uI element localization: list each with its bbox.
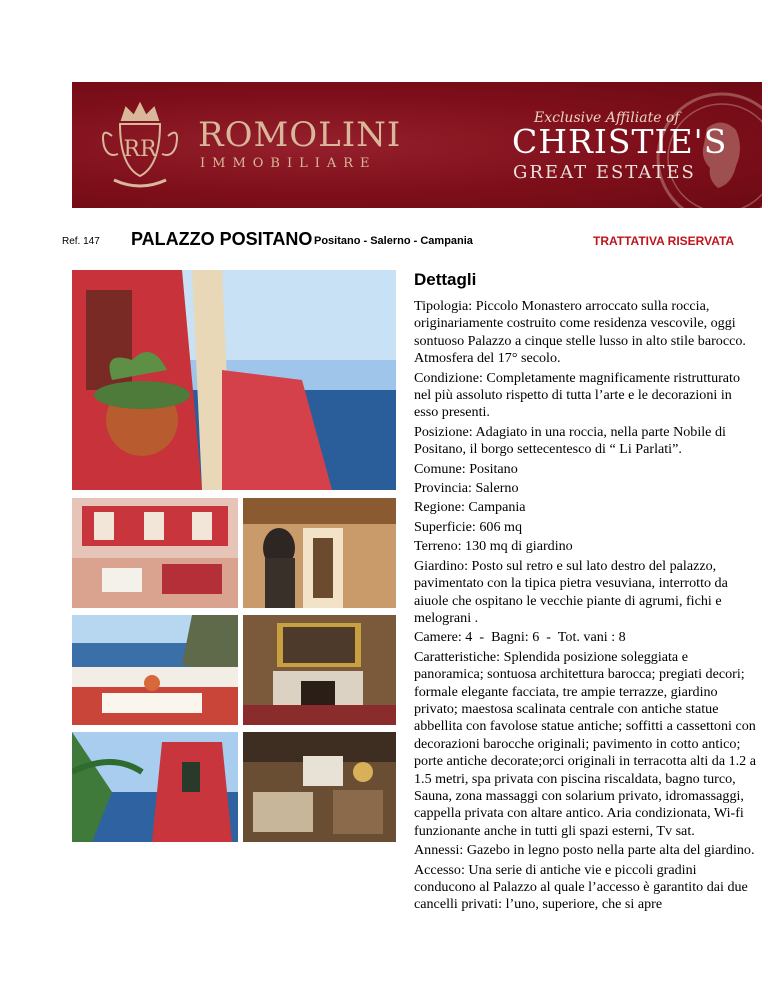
- great-estates-logo: GREAT ESTATES: [513, 162, 696, 183]
- romolini-crest-logo: [90, 96, 190, 196]
- detail-comune: Comune: Positano: [414, 460, 518, 477]
- detail-annessi: Annessi: Gazebo in legno posto nella parte alta del giardino.: [414, 842, 755, 859]
- photo-palm-sea-view: [72, 732, 238, 842]
- detail-terreno: Terreno: 130 mq di giardino: [414, 538, 573, 555]
- detail-accesso: Accesso: Una serie di antiche vie e piccoli gradini conducono al Palazzo al quale l’accesso è garantito dai due cancelli privati: l’uno, superiore, che si apre: [414, 861, 748, 913]
- details-heading: Dettagli: [414, 270, 477, 289]
- photo-spa-room: [243, 732, 396, 842]
- detail-caratteristiche: Caratteristiche: Splendida posizione soleggiata e panoramica; sontuosa architettura barocca; pregiati decori; formale elegante facciata, tre ampie terrazze, giardino privato; maestosa scalinata centrale con antiche statue abbellita con favolose statue antiche; soffitti a cassettoni con decorazioni barocche originali; pavimento in cotto antico; porte antiche decorate;orci originali in terracotta alti da 1.2 a 1.5 metri, spa privata con piscina riscaldata, bagno turco, Sauna, zona massaggi con solarium privato, idromassaggi, cappella privata con altare antico. Aria condizionata, Wi-fi funzionante anche in tutti gli spazi esterni, Tv sat.: [414, 648, 757, 839]
- detail-camere: Camere: 4 - Bagni: 6 - Tot. vani : 8: [414, 629, 626, 646]
- detail-provincia: Provincia: Salerno: [414, 480, 519, 497]
- photo-courtyard: [72, 498, 238, 608]
- brand-name: ROMOLINI: [198, 115, 402, 155]
- photo-terrace-sea-view: [72, 270, 396, 490]
- property-title: PALAZZO POSITANO: [131, 229, 313, 249]
- affiliate-label: Exclusive Affiliate of: [534, 110, 680, 126]
- photo-terrace-lounge: [72, 615, 238, 725]
- detail-superficie: Superficie: 606 mq: [414, 518, 523, 535]
- reference-number: Ref. 147: [62, 236, 100, 247]
- photo-salon-painting: [243, 615, 396, 725]
- price-status: TRATTATIVA RISERVATA: [593, 234, 735, 248]
- svg-text:RR: RR: [123, 137, 157, 162]
- detail-condizione: Condizione: Completamente magnificamente ristrutturato nel più assoluto rispetto di tutta l’arte e le decorazioni in esso presenti.: [414, 369, 741, 421]
- detail-regione: Regione: Campania: [414, 499, 526, 516]
- header-banner: [72, 82, 762, 208]
- brand-subtitle: IMMOBILIARE: [200, 156, 377, 171]
- christies-logo: CHRISTIE'S: [512, 122, 728, 161]
- detail-posizione: Posizione: Adagiato in una roccia, nella parte Nobile di Positano, il borgo settecentesco di “ Li Parlati”.: [414, 423, 726, 458]
- photo-staircase-statue: [243, 498, 396, 608]
- details-body: [414, 298, 756, 916]
- detail-giardino: Giardino: Posto sul retro e sul lato destro del palazzo, pavimentato con la tipica pietra vesuviana, interrotto da aiuole che ospitano le vecchie piante di agrumi, fichi e melograni .: [414, 557, 728, 626]
- detail-tipologia: Tipologia: Piccolo Monastero arroccato sulla roccia, originariamente costruito come residenza vescovile, oggi sontuoso Palazzo a cinque stelle lusso in alto stile barocco. Atmosfera del 17° secolo.: [414, 298, 746, 367]
- property-location: Positano - Salerno - Campania: [314, 235, 473, 247]
